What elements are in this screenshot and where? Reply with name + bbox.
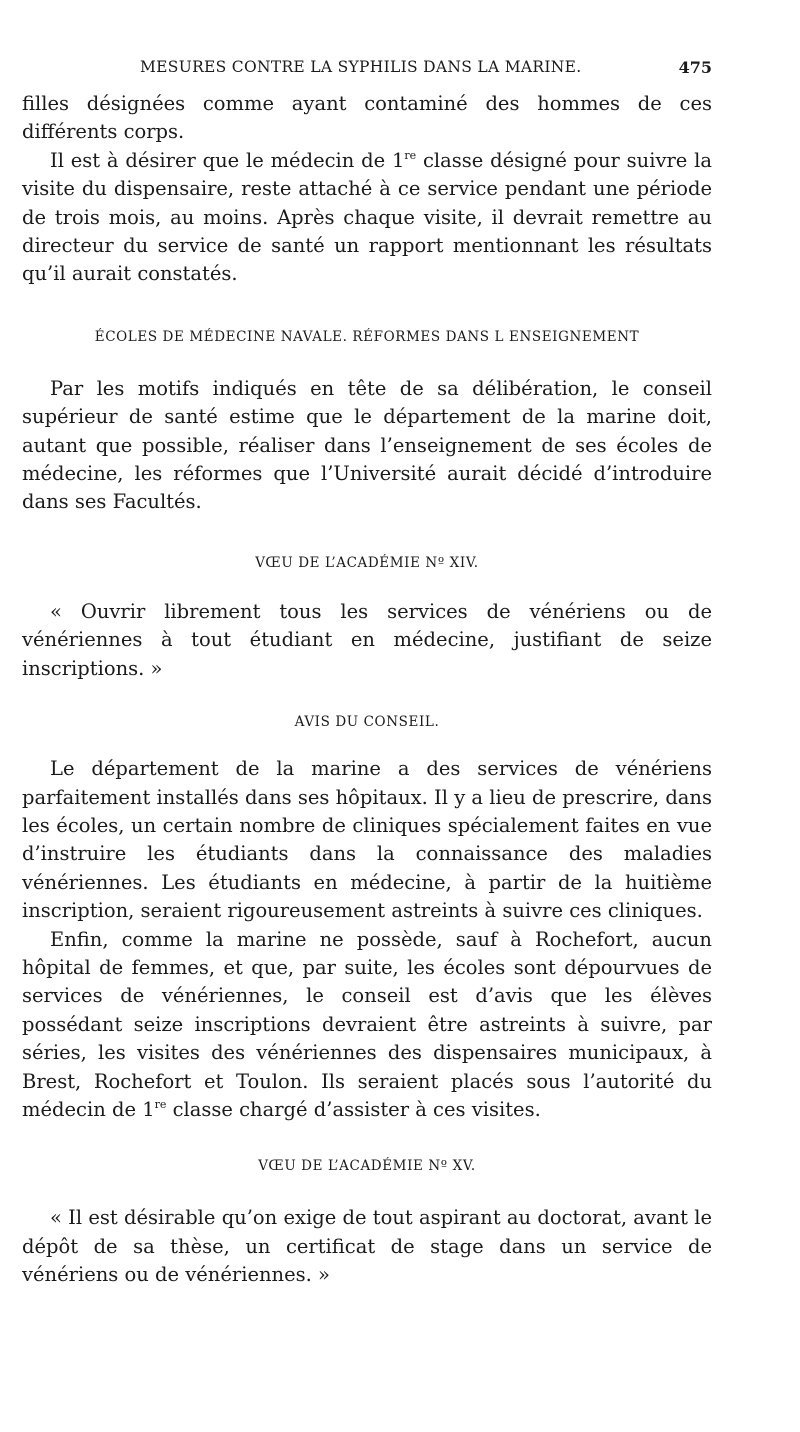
paragraph-voeu-xiv: « Ouvrir librement tous les services de vénériens ou de vénériennes à tout étudiant en médecine, justifiant de seize inscriptions. » bbox=[22, 599, 712, 680]
section-title-avis: AVIS DU CONSEIL. bbox=[294, 714, 440, 731]
text-fragment: classe chargé d’assister à ces visites. bbox=[166, 1097, 541, 1121]
text-fragment: Il est à désirer que le médecin de 1 bbox=[50, 148, 405, 172]
paragraph-dispensary-visit bbox=[22, 147, 712, 289]
paragraph-reformes: Par les motifs indiqués en tête de sa délibération, le conseil supérieur de santé estime que le département de la marine doit, autant que possible, réaliser dans l’enseignement de ses écoles de médecine, les réformes que l’Université aurait décidé d’introduire dans ses Facultés. bbox=[22, 376, 712, 514]
text-fragment: classe désigné pour suivre la visite du dispensaire, reste attaché à ce service pendant une période de trois mois, au moins. Après chaque visite, il devrait remettre au directeur du service de santé un rapport mentionnant les résultats qu’il aurait constatés. bbox=[22, 148, 712, 286]
paragraph-voeu-xv: « Il est désirable qu’on exige de tout aspirant au doctorat, avant le dépôt de sa thèse, un certificat de stage dans un service de vénériens ou de vénériennes. » bbox=[22, 1206, 712, 1287]
superscript: re bbox=[154, 1097, 167, 1111]
section-title-voeu-xv: VŒU DE L’ACADÉMIE Nº XV. bbox=[258, 1158, 476, 1175]
superscript: re bbox=[404, 148, 417, 162]
section-title-voeu-xiv: VŒU DE L’ACADÉMIE Nº XIV. bbox=[255, 554, 479, 571]
section-title-ecoles: ÉCOLES DE MÉDECINE NAVALE. RÉFORMES DANS L ENSEIGNEMENT bbox=[94, 328, 640, 345]
paragraph-avis-2 bbox=[22, 926, 712, 1125]
page bbox=[22, 52, 712, 1290]
paragraph-continuation: filles désignées comme ayant contaminé des hommes de ces différents corps. bbox=[22, 92, 712, 144]
running-title: MESURES CONTRE LA SYPHILIS DANS LA MARINE. bbox=[140, 58, 582, 76]
paragraph-avis-1: Le département de la marine a des services de vénériens parfaitement installés dans ses hôpitaux. Il y a lieu de prescrire, dans les écoles, un certain nombre de cliniques spécialement faites en vue d’instruire les étudiants dans la connaissance des maladies vénériennes. Les étudiants en médecine, à partir de la huitième inscription, seraient rigoureusement astreints à suivre ces cliniques. bbox=[22, 757, 712, 923]
page-number: 475 bbox=[678, 58, 712, 77]
text-fragment: Enfin, comme la marine ne possède, sauf à Rochefort, aucun hôpital de femmes, et que, par suite, les écoles sont dépourvues de services de vénériennes, le conseil est d’avis que les élèves possédant seize inscriptions devraient être astreints à suivre, par séries, les visites des vénériennes des dispensaires municipaux, à Brest, Rochefort et Toulon. Ils seraient placés sous l’autorité du médecin de 1 bbox=[22, 927, 712, 1121]
running-head bbox=[22, 52, 712, 90]
